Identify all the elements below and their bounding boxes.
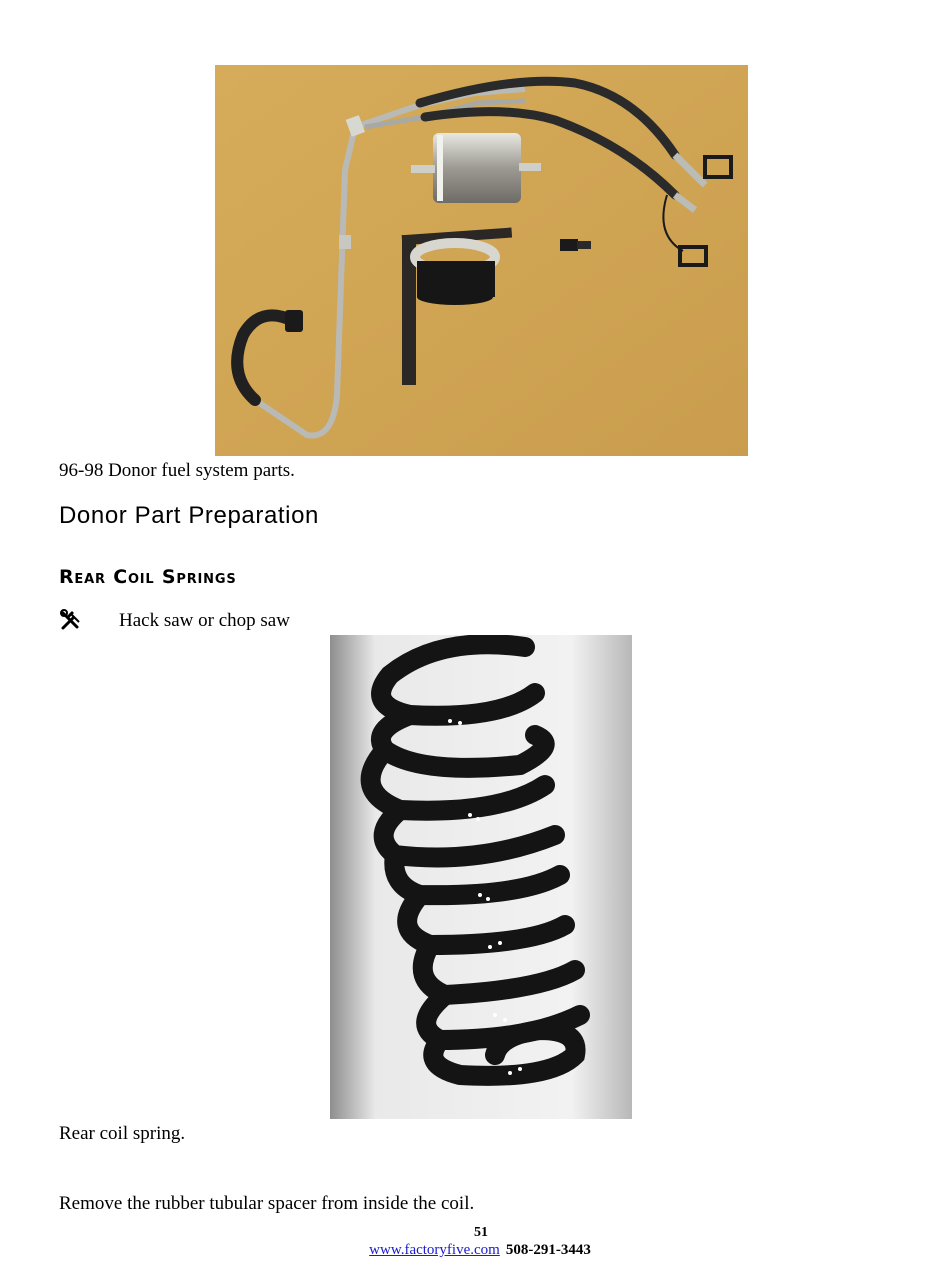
- section-heading: Donor Part Preparation: [59, 502, 319, 529]
- tool-item: Hack saw or chop saw: [119, 610, 290, 631]
- subsection-heading: Rear Coil Springs: [59, 566, 237, 588]
- instruction-text: Remove the rubber tubular spacer from inside the coil.: [59, 1193, 475, 1214]
- figure-caption-fuel-parts: 96-98 Donor fuel system parts.: [59, 460, 295, 481]
- fuel-system-parts-photo: [215, 65, 748, 456]
- website-link[interactable]: www.factoryfive.com: [369, 1242, 500, 1258]
- page-number: 51: [474, 1225, 488, 1240]
- phone-number: 508-291-3443: [505, 1242, 591, 1258]
- footer-contact: [0, 1242, 950, 1259]
- rear-coil-spring-photo: [330, 635, 632, 1119]
- figure-caption-coil-spring: Rear coil spring.: [59, 1123, 186, 1144]
- tools-icon: [59, 609, 83, 631]
